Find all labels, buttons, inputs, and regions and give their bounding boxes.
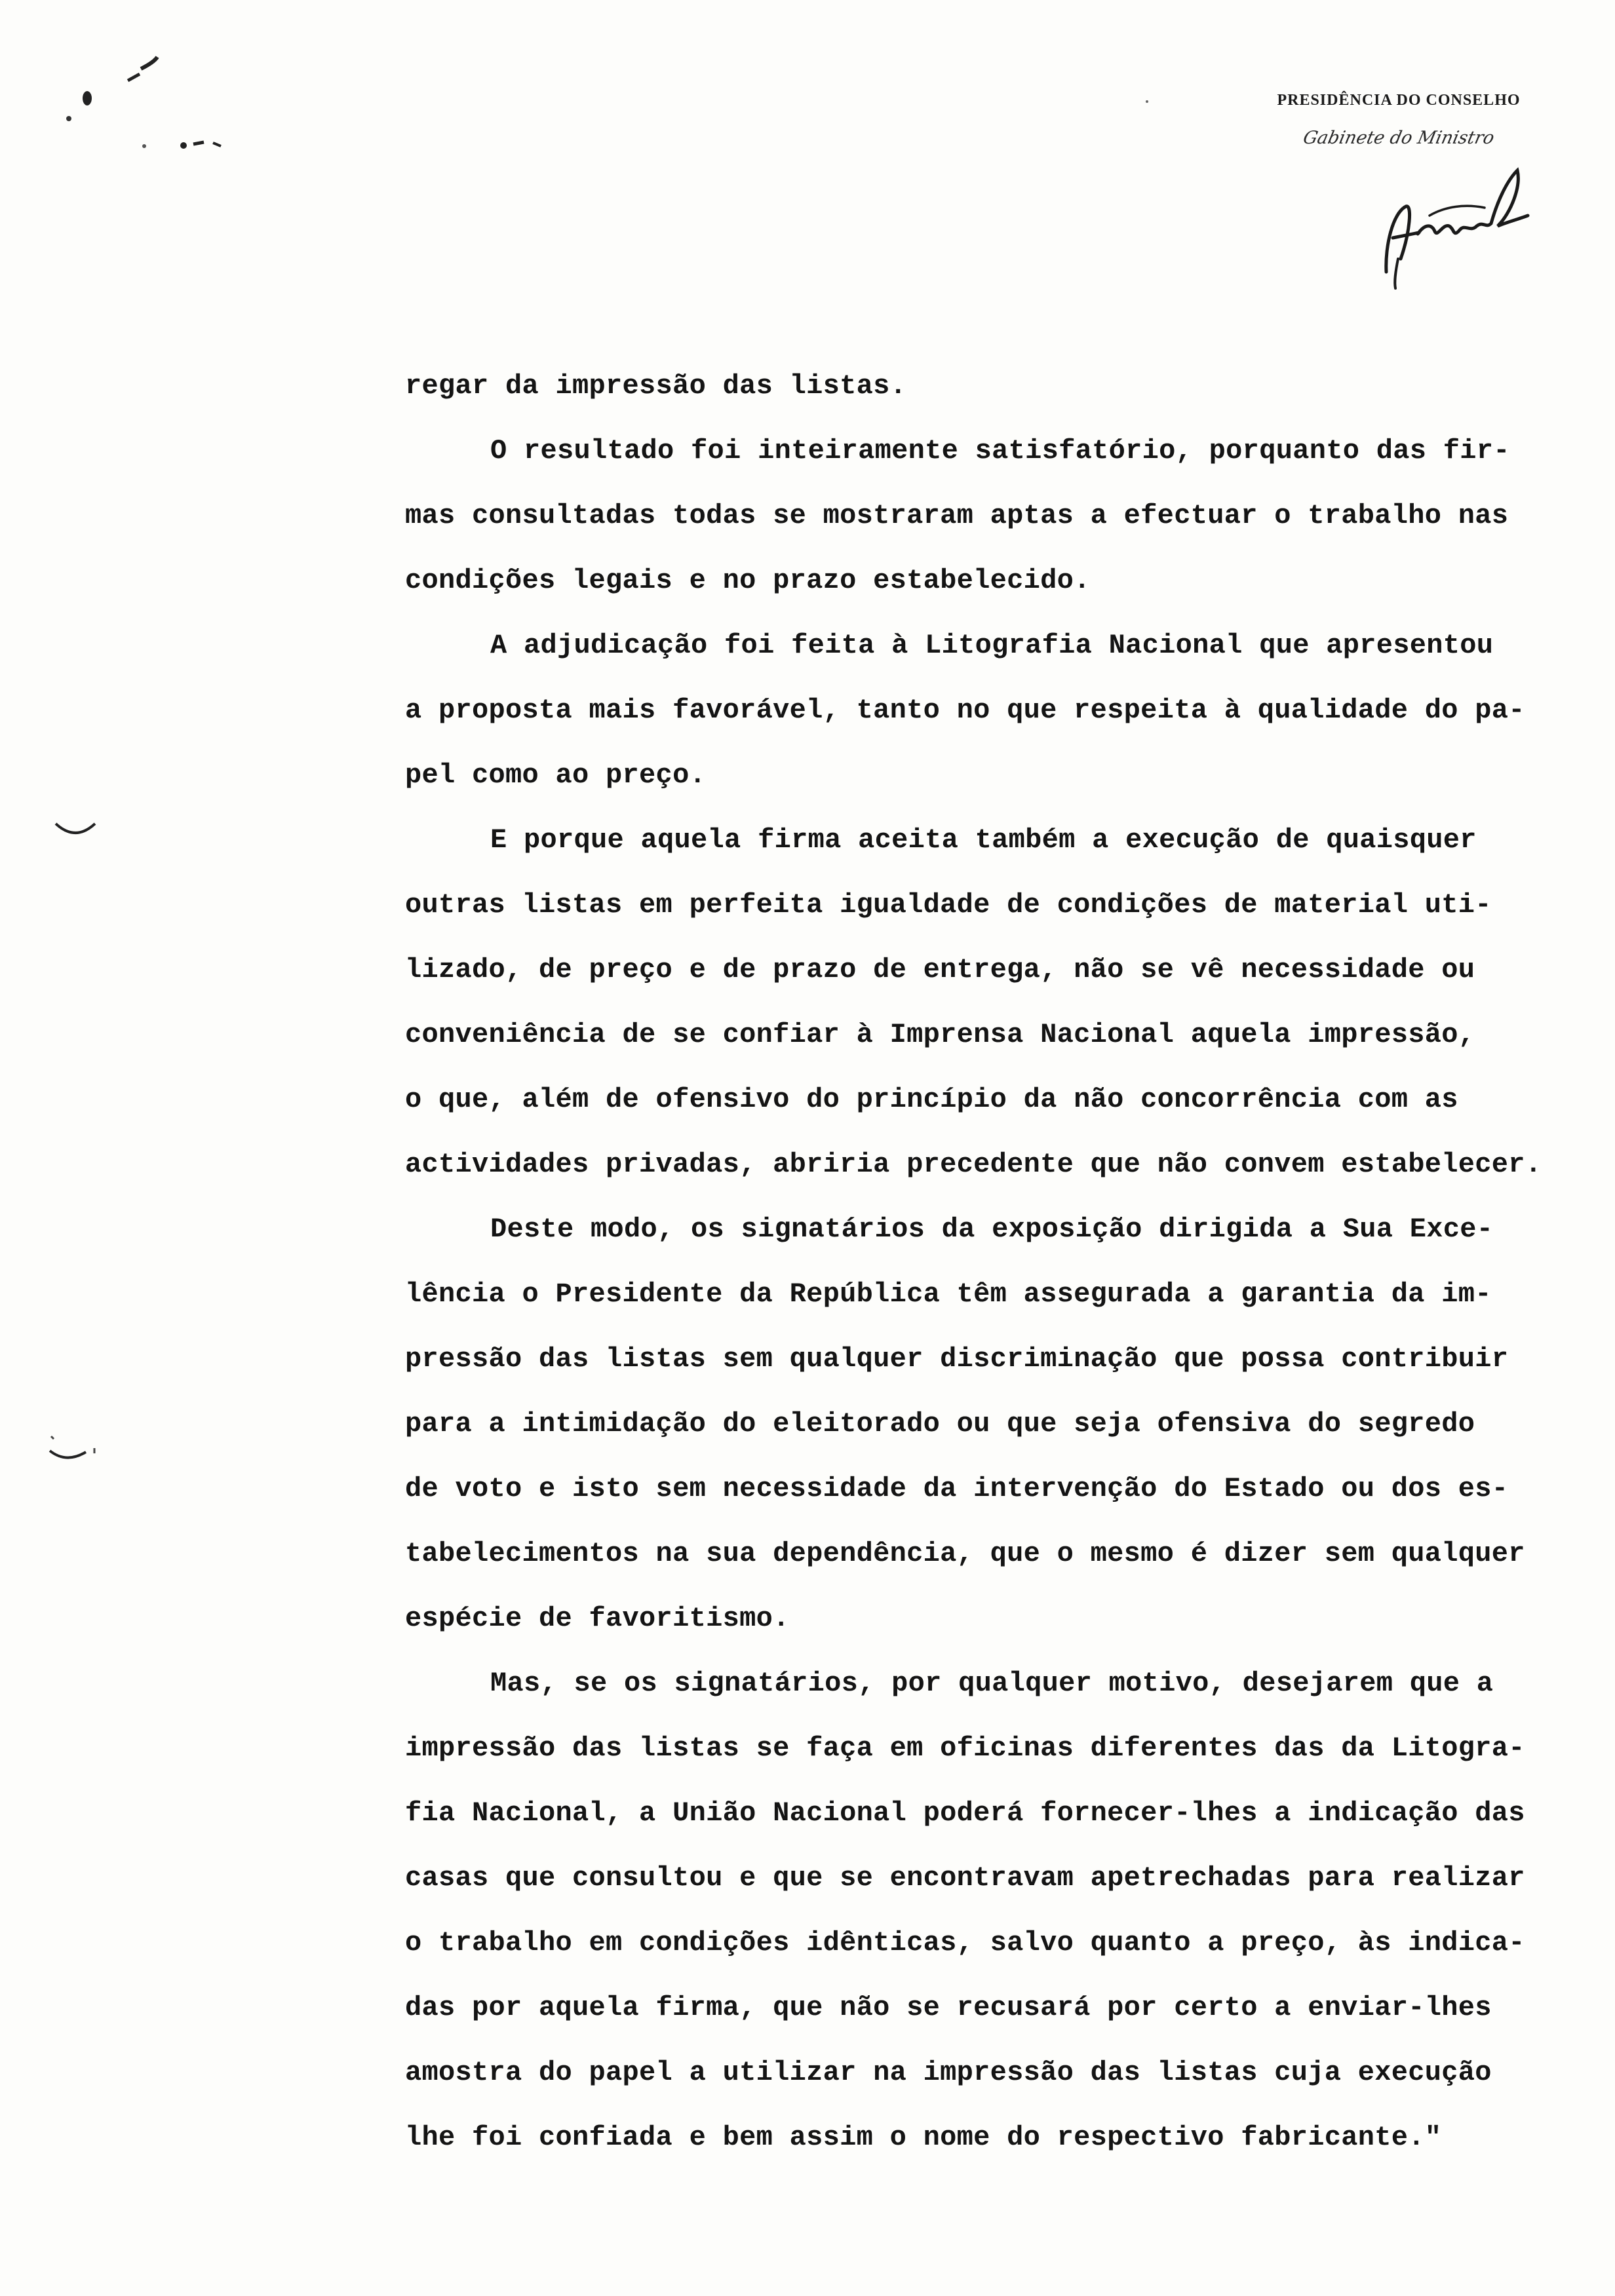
body-line: amostra do papel a utilizar na impressão das listas cuja execução (405, 2057, 1492, 2088)
punch-hole-mark-upper (52, 816, 105, 849)
body-line: tabelecimentos na sua dependência, que o mesmo é dizer sem qualquer (405, 1538, 1525, 1569)
body-line: a proposta mais favorável, tanto no que respeita à qualidade do pa- (405, 695, 1525, 726)
body-line: pel como ao preço. (405, 759, 707, 791)
body-line: Mas, se os signatários, por qualquer motivo, desejarem que a (490, 1668, 1494, 1699)
body-line: outras listas em perfeita igualdade de condições de material uti- (405, 889, 1492, 921)
body-line: lência o Presidente da República têm assegurada a garantia da im- (405, 1278, 1492, 1310)
document-body (405, 354, 1542, 2170)
body-line: lizado, de preço e de prazo de entrega, não se vê necessidade ou (405, 954, 1475, 985)
punch-hole-mark-lower (46, 1428, 105, 1468)
body-line: o que, além de ofensivo do princípio da não concorrência com as (405, 1084, 1458, 1115)
scan-dot-top (1144, 98, 1150, 105)
body-line: para a intimidação do eleitorado ou que seja ofensiva do segredo (405, 1408, 1475, 1440)
body-line: impressão das listas se faça em oficinas diferentes das da Litogra- (405, 1732, 1525, 1764)
body-line: pressão das listas sem qualquer discriminação que possa contribuir (405, 1343, 1509, 1375)
letterhead-subtitle: Gabinete do Ministro (1301, 128, 1496, 148)
scan-mark-top-left (62, 49, 246, 167)
body-line: fia Nacional, a União Nacional poderá fornecer-lhes a indicação das (405, 1797, 1525, 1829)
body-line: Deste modo, os signatários da exposição dirigida a Sua Exce- (490, 1214, 1494, 1245)
letterhead-title: PRESIDÊNCIA DO CONSELHO (1277, 92, 1521, 109)
body-line: casas que consultou e que se encontravam apetrechadas para realizar (405, 1862, 1525, 1894)
letterhead (1261, 92, 1536, 148)
body-line: de voto e isto sem necessidade da intervenção do Estado ou dos es- (405, 1473, 1509, 1504)
body-line: lhe foi confiada e bem assim o nome do respectivo fabricante." (405, 2122, 1442, 2153)
body-line: o trabalho em condições idênticas, salvo quanto a preço, às indica- (405, 1927, 1525, 1959)
body-line: conveniência de se confiar à Imprensa Nacional aquela impressão, (405, 1019, 1475, 1050)
body-line: das por aquela firma, que não se recusará por certo a enviar-lhes (405, 1992, 1492, 2023)
body-line: condições legais e no prazo estabelecido. (405, 565, 1091, 596)
body-line: regar da impressão das listas. (405, 370, 907, 402)
body-line: actividades privadas, abriria precedente que não convem estabelecer. (405, 1149, 1542, 1180)
body-line: E porque aquela firma aceita também a execução de quaisquer (490, 824, 1477, 856)
body-line: O resultado foi inteiramente satisfatório, porquanto das fir- (490, 435, 1510, 467)
body-line: espécie de favoritismo. (405, 1603, 790, 1634)
body-line: A adjudicação foi feita à Litografia Nacional que apresentou (490, 630, 1494, 661)
body-line: mas consultadas todas se mostraram aptas a efectuar o trabalho nas (405, 500, 1509, 531)
handwritten-signature (1367, 161, 1537, 292)
